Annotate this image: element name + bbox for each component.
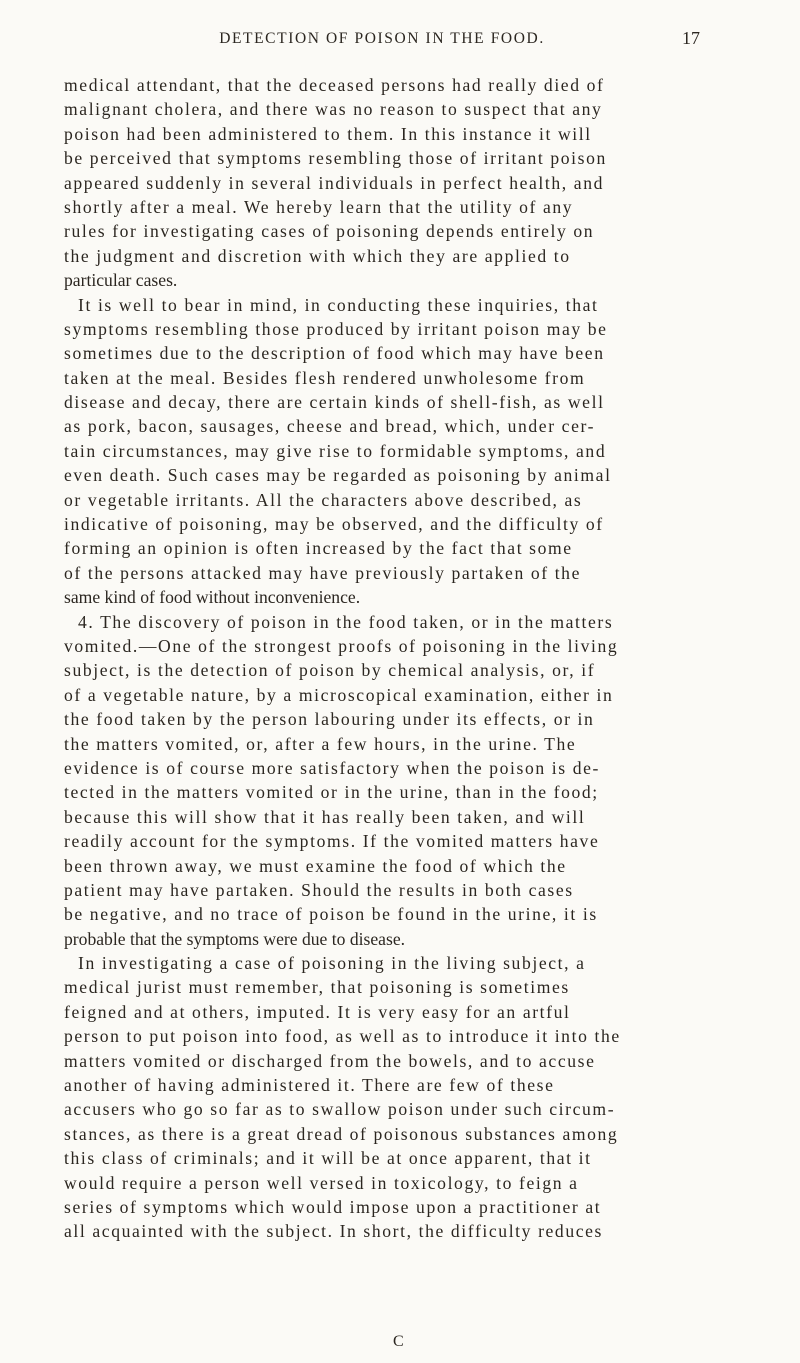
text-line: matters vomited or discharged from the bowels, and to accuse <box>64 1050 596 1071</box>
text-line: patient may have partaken. Should the results in both cases <box>64 879 574 900</box>
text-line: accusers who go so far as to swallow poison under such circum- <box>64 1099 616 1120</box>
text-line: appeared suddenly in several individuals in perfect health, and <box>64 172 604 193</box>
text-line: vomited.—One of the strongest proofs of poisoning in the living <box>64 635 619 656</box>
text-line: person to put poison into food, as well as to introduce it into the <box>64 1026 621 1047</box>
text-line: as pork, bacon, sausages, cheese and bread, which, under cer- <box>64 416 596 437</box>
running-head <box>64 30 700 52</box>
text-line: of a vegetable nature, by a microscopical examination, either in <box>64 684 614 705</box>
page-number: 17 <box>682 28 700 48</box>
text-line: this class of criminals; and it will be at once apparent, that it <box>64 1148 592 1169</box>
body-text <box>64 73 696 1244</box>
text-line: symptoms resembling those produced by irritant poison may be <box>64 318 608 339</box>
text-line: or vegetable irritants. All the characters above described, as <box>64 489 583 510</box>
text-line: another of having administered it. There are few of these <box>64 1075 555 1096</box>
text-line: would require a person well versed in toxicology, to feign a <box>64 1172 579 1193</box>
text-line: taken at the meal. Besides flesh rendered unwholesome from <box>64 367 586 388</box>
text-line: feigned and at others, imputed. It is very easy for an artful <box>64 1001 571 1022</box>
text-line: It is well to bear in mind, in conducting these inquiries, that <box>78 294 599 315</box>
text-line: be negative, and no trace of poison be found in the urine, it is <box>64 904 598 925</box>
text-line: evidence is of course more satisfactory when the poison is de- <box>64 757 600 778</box>
text-line: malignant cholera, and there was no reason to suspect that any <box>64 99 603 120</box>
text-line: particular cases. <box>64 270 178 291</box>
text-line: sometimes due to the description of food which may have been <box>64 343 605 364</box>
text-line: disease and decay, there are certain kinds of shell-fish, as well <box>64 392 605 413</box>
text-line: shortly after a meal. We hereby learn that the utility of any <box>64 196 574 217</box>
text-line: rules for investigating cases of poisoning depends entirely on <box>64 221 595 242</box>
text-line: poison had been administered to them. In this instance it will <box>64 123 592 144</box>
text-line: be perceived that symptoms resembling those of irritant poison <box>64 148 607 169</box>
text-line: In investigating a case of poisoning in the living subject, a <box>78 953 586 974</box>
text-line: medical attendant, that the deceased persons had really died of <box>64 75 605 95</box>
text-line: the judgment and discretion with which they are applied to <box>64 245 571 266</box>
text-line: forming an opinion is often increased by the fact that some <box>64 538 573 559</box>
text-line: indicative of poisoning, may be observed, and the difficulty of <box>64 514 604 535</box>
text-line: series of symptoms which would impose upon a practitioner at <box>64 1196 602 1217</box>
text-line: same kind of food without inconvenience. <box>64 587 361 608</box>
text-line: readily account for the symptoms. If the vomited matters have <box>64 831 600 852</box>
text-line: all acquainted with the subject. In short, the difficulty reduces <box>64 1221 603 1242</box>
text-line: tain circumstances, may give rise to formidable symptoms, and <box>64 440 607 461</box>
text-line: probable that the symptoms were due to disease. <box>64 928 406 949</box>
text-line: medical jurist must remember, that poisoning is sometimes <box>64 977 570 998</box>
text-line: even death. Such cases may be regarded as poisoning by animal <box>64 465 612 486</box>
text-line: 4. The discovery of poison in the food taken, or in the matters <box>78 611 614 632</box>
text-line: stances, as there is a great dread of poisonous substances among <box>64 1123 619 1144</box>
text-line: the matters vomited, or, after a few hours, in the urine. The <box>64 733 577 754</box>
text-line: tected in the matters vomited or in the urine, than in the food; <box>64 782 599 803</box>
text-line: the food taken by the person labouring under its effects, or in <box>64 709 595 730</box>
text-line: of the persons attacked may have previously partaken of the <box>64 562 581 583</box>
signature-mark: C <box>393 1333 404 1350</box>
text-line: been thrown away, we must examine the food of which the <box>64 855 567 876</box>
running-title: DETECTION OF POISON IN THE FOOD. <box>219 30 545 47</box>
text-line: because this will show that it has really been taken, and will <box>64 806 586 827</box>
text-line: subject, is the detection of poison by chemical analysis, or, if <box>64 660 596 681</box>
